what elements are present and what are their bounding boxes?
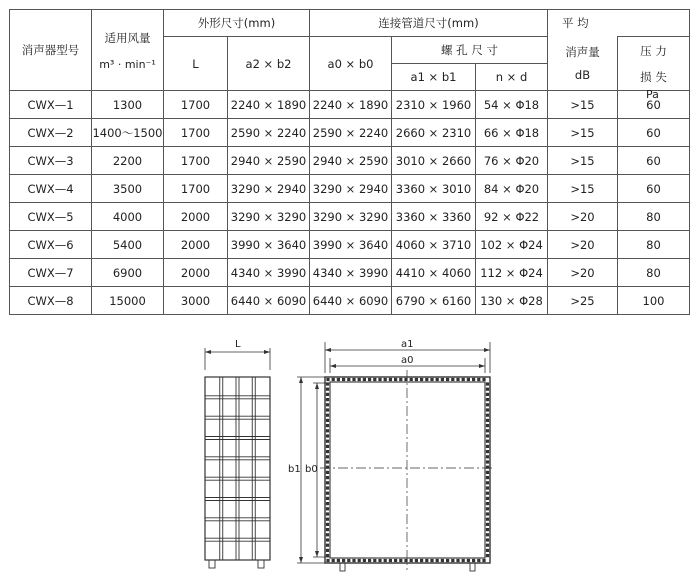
cell-a0b0: 3290 × 3290 [310,203,392,231]
pa-label: Pa [646,88,659,101]
cell-airflow: 4000 [92,203,164,231]
cell-a1b1: 3360 × 3360 [392,203,476,231]
cell-pa: 60 [618,119,690,147]
db-label: dB [574,68,591,83]
cell-L: 1700 [164,91,228,119]
cell-L: 3000 [164,287,228,315]
cell-airflow: 5400 [92,231,164,259]
cell-a1b1: 2310 × 1960 [392,91,476,119]
cell-a0b0: 6440 × 6090 [310,287,392,315]
label-b0: b0 [305,464,318,475]
header-a0b0: a0 × b0 [310,37,392,91]
cell-a1b1: 2660 × 2310 [392,119,476,147]
header-a2b2: a2 × b2 [228,37,310,91]
label-a1: a1 [401,339,414,350]
cell-a1b1: 4060 × 3710 [392,231,476,259]
cell-airflow: 2200 [92,147,164,175]
cell-pa: 80 [618,203,690,231]
cell-db: >15 [548,175,618,203]
cell-nxd: 130 × Φ28 [476,287,548,315]
cell-a2b2: 3290 × 2940 [228,175,310,203]
cell-model: CWX—8 [10,287,92,315]
header-outer-size: 外形尺寸(mm) [164,10,310,37]
cell-model: CWX—3 [10,147,92,175]
cell-a0b0: 2590 × 2240 [310,119,392,147]
cell-L: 1700 [164,119,228,147]
cell-nxd: 76 × Φ20 [476,147,548,175]
cell-L: 2000 [164,259,228,287]
cell-db: >25 [548,287,618,315]
header-model: 消声器型号 [10,10,92,91]
cell-a2b2: 6440 × 6090 [228,287,310,315]
cell-a0b0: 2240 × 1890 [310,91,392,119]
cell-model: CWX—5 [10,203,92,231]
cell-airflow: 1300 [92,91,164,119]
side-view [205,348,270,568]
airflow-unit: m³ · min⁻¹ [99,57,156,71]
cell-model: CWX—2 [10,119,92,147]
cell-a0b0: 3290 × 2940 [310,175,392,203]
cell-a1b1: 4410 × 4060 [392,259,476,287]
header-L: L [164,37,228,91]
cell-airflow: 15000 [92,287,164,315]
cell-db: >20 [548,203,618,231]
cell-a0b0: 2940 × 2590 [310,147,392,175]
cell-model: CWX—1 [10,91,92,119]
cell-nxd: 84 × Φ20 [476,175,548,203]
cell-db: >15 [548,147,618,175]
cell-a0b0: 3990 × 3640 [310,231,392,259]
cell-L: 2000 [164,203,228,231]
cell-airflow: 3500 [92,175,164,203]
header-a1b1: a1 × b1 [392,64,476,91]
cell-a2b2: 4340 × 3990 [228,259,310,287]
cell-db: >15 [548,91,618,119]
cell-db: >20 [548,231,618,259]
cell-pa: 100 [618,287,690,315]
cell-nxd: 112 × Φ24 [476,259,548,287]
cell-a1b1: 3010 × 2660 [392,147,476,175]
cell-a0b0: 4340 × 3990 [310,259,392,287]
header-duct-size: 连接管道尺寸(mm) [310,10,548,37]
label-b1: b1 [288,464,301,475]
cell-db: >15 [548,119,618,147]
header-bolt-holes: 螺 孔 尺 寸 [392,37,548,64]
cell-nxd: 66 × Φ18 [476,119,548,147]
cell-nxd: 102 × Φ24 [476,231,548,259]
cell-db: >20 [548,259,618,287]
cell-a2b2: 3990 × 3640 [228,231,310,259]
cell-pa: 80 [618,259,690,287]
inner-opening [330,382,485,558]
cell-airflow: 6900 [92,259,164,287]
cell-pa: 60 [618,91,690,119]
pressure-line2: 损 失 [640,69,667,84]
label-L: L [235,339,241,350]
pressure-line1: 压 力 [640,43,667,58]
header-nxd: n × d [476,64,548,91]
cell-model: CWX—6 [10,231,92,259]
label-a0: a0 [401,355,414,366]
cell-nxd: 92 × Φ22 [476,203,548,231]
cell-airflow: 1400～1500 [92,119,164,147]
cell-a1b1: 6790 × 6160 [392,287,476,315]
cell-L: 1700 [164,147,228,175]
cell-pa: 60 [618,147,690,175]
cell-pa: 80 [618,231,690,259]
header-avg: 平 均 [548,10,690,37]
cell-nxd: 54 × Φ18 [476,91,548,119]
cell-a1b1: 3360 × 3010 [392,175,476,203]
cell-a2b2: 2590 × 2240 [228,119,310,147]
noise-reduction-label: 消声量 [565,45,600,60]
outer-flange [325,377,490,563]
cell-a2b2: 3290 × 3290 [228,203,310,231]
front-view [297,342,495,571]
cell-a2b2: 2940 × 2590 [228,147,310,175]
cell-model: CWX—7 [10,259,92,287]
cell-L: 1700 [164,175,228,203]
cell-model: CWX—4 [10,175,92,203]
cell-L: 2000 [164,231,228,259]
airflow-label: 适用风量 [104,30,151,45]
cell-a2b2: 2240 × 1890 [228,91,310,119]
cell-pa: 60 [618,175,690,203]
